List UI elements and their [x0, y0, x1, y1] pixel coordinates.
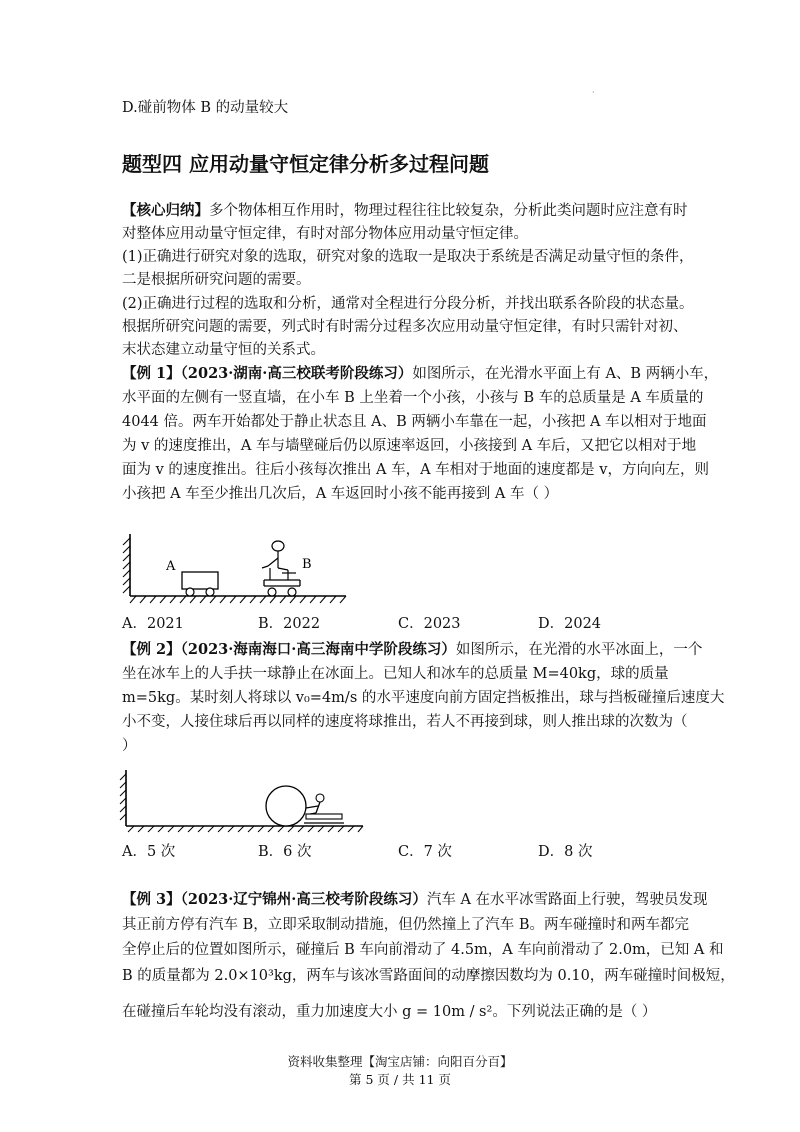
example1-line-3: 4044 倍。两车开始都处于静止状态且 A、B 两辆小车靠在一起，小孩把 A 车以相对于地面	[122, 414, 707, 430]
child-head	[272, 541, 284, 551]
example3-line-1: 【例 3】（2023·辽宁锦州·高三校考阶段练习）汽车 A 在水平冰雪路面上行驶，驾驶员发现	[122, 891, 708, 908]
example1-source: （2023·湖南·高三校联考阶段练习）	[180, 365, 413, 382]
example3-label: 【例 3】	[122, 891, 181, 908]
cart-b-label: B	[302, 557, 312, 572]
example1-option-d[interactable]: D．2024	[538, 616, 602, 632]
summary-line-3: (1)正确进行研究对象的选取，研究对象的选取一是取决于系统是否满足动量守恒的条件，	[122, 249, 694, 265]
summary-line-1: 【核心归纳】多个物体相互作用时，物理过程往往比较复杂，分析此类问题时应注意有时	[122, 202, 688, 219]
example1-option-c[interactable]: C．2023	[398, 616, 461, 632]
example1-line-5: 面为 v 的速度推出。往后小孩每次推出 A 车，A 车相对于地面的速度都是 v，方向向左，则	[122, 462, 709, 478]
section-title: 题型四 应用动量守恒定律分析多过程问题	[122, 152, 489, 176]
example1-label: 【例 1】	[122, 365, 181, 382]
example2-line-4: 小不变，人接住球后再以同样的速度将球推出，若人不再接到球，则人推出球的次数为（	[122, 714, 688, 730]
example3-source: （2023·辽宁锦州·高三校考阶段练习）	[180, 891, 427, 908]
example2-label: 【例 2】	[122, 641, 181, 658]
footer-source: 资料收集整理【淘宝店铺：向阳百分百】	[287, 1054, 513, 1069]
example2-line-5: ）	[122, 738, 137, 754]
example2-source: （2023·海南海口·高三海南中学阶段练习）	[180, 641, 456, 658]
example1-line-4: 为 v 的速度推出，A 车与墙壁碰后仍以原速率返回，小孩接到 A 车后，又把它以相对于地	[122, 438, 697, 454]
scan-speck: ·	[592, 88, 595, 97]
example2-line-1: 【例 2】（2023·海南海口·高三海南中学阶段练习）如图所示，在光滑的水平冰面上，一个	[122, 641, 703, 658]
example1-line-2: 水平面的左侧有一竖直墙，在小车 B 上坐着一个小孩，小孩与 B 车的总质量是 A 车质量的	[122, 390, 704, 406]
example3-line-4: B 的质量都为 2.0×10³kg，两车与该冰雪路面间的动摩擦因数均为 0.10，两车碰撞时间极短，	[122, 968, 735, 984]
summary-label: 【核心归纳】	[122, 202, 209, 219]
example1-option-a[interactable]: A．2021	[122, 616, 184, 632]
example2-option-d[interactable]: D．8 次	[538, 844, 593, 860]
example2-line-3: m=5kg。某时刻人将球以 v₀=4m/s 的水平速度向前方固定挡板推出，球与挡板碰撞后速度大	[122, 690, 725, 706]
summary-line-5: (2)正确进行过程的选取和分析，通常对全程进行分段分析，并找出联系各阶段的状态量。	[122, 296, 694, 312]
cart-a-label: A	[166, 559, 176, 574]
figure-ice-sled	[118, 768, 368, 834]
summary-line-6: 根据所研究问题的需要，列式时有时需分过程多次应用动量守恒定律，有时只需针对初、	[122, 319, 688, 335]
person-head	[316, 794, 324, 802]
summary-line-2: 对整体应用动量守恒定律，有时对部分物体应用动量守恒定律。	[122, 226, 528, 242]
example3-line-3: 全停止后的位置如图所示，碰撞后 B 车向前滑动了 4.5m，A 车向前滑动了 2.0m，已知 A 和	[122, 942, 724, 958]
example2-option-b[interactable]: B．6 次	[258, 844, 312, 860]
cart-a-body	[182, 572, 218, 589]
ball	[266, 786, 306, 826]
summary-line-7: 末状态建立动量守恒的关系式。	[122, 342, 325, 358]
example2-option-c[interactable]: C．7 次	[398, 844, 452, 860]
example1-line-6: 小孩把 A 车至少推出几次后，A 车返回时小孩不能再接到 A 车（ ）	[122, 486, 559, 502]
example1-line-1: 【例 1】（2023·湖南·高三校联考阶段练习）如图所示，在光滑水平面上有 A、B 两辆小车，	[122, 365, 719, 382]
ice-sled	[306, 814, 342, 819]
example2-line-2: 坐在冰车上的人手扶一球静止在冰面上。已知人和冰车的总质量 M=40kg，球的质量	[122, 666, 669, 682]
example3-line-2: 其正前方停有汽车 B，立即采取制动措施，但仍然撞上了汽车 B。两车碰撞时和两车都完	[122, 917, 690, 933]
footer-page-number: 第 5 页 / 共 11 页	[349, 1072, 451, 1087]
figure-carts	[118, 528, 348, 608]
example3-line-5: 在碰撞后车轮均没有滚动，重力加速度大小 g = 10m / s²。下列说法正确的是（ ）	[122, 1004, 657, 1020]
example2-option-a[interactable]: A．5 次	[122, 844, 176, 860]
example1-option-b[interactable]: B．2022	[258, 616, 321, 632]
option-d-previous: D.碰前物体 B 的动量较大	[122, 100, 289, 116]
summary-line-4: 二是根据所研究问题的需要。	[122, 272, 311, 288]
